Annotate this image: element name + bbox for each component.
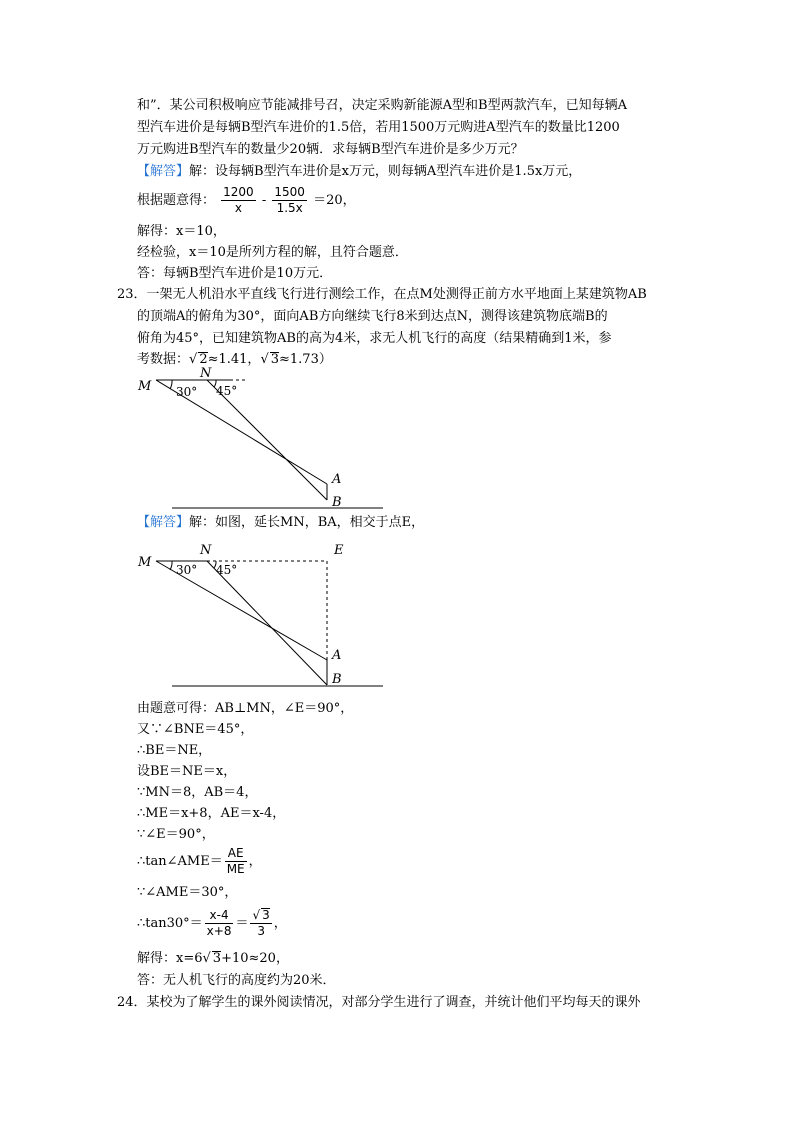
label-b: B <box>332 495 342 510</box>
fraction: $\frac{x-4}{x+8}$ <box>206 908 232 938</box>
label-e: E <box>334 543 344 558</box>
angle-30-label: 30° <box>176 385 198 399</box>
label-m: M <box>138 379 152 394</box>
q23-step-9: ∵∠AME＝30°， <box>137 885 238 900</box>
q22-line-3: 万元购进B型汽车的数量少20辆．求每辆B型汽车进价是多少万元？ <box>137 142 524 157</box>
fraction: $\frac{AE}{ME}$ <box>226 846 245 876</box>
label-m: M <box>138 555 152 570</box>
label-a: A <box>332 472 342 487</box>
q23-line-1: 23．一架无人机沿水平直线飞行进行测绘工作，在点M处测得正前方水平地面上某建筑物AB <box>117 287 647 302</box>
label-n: N <box>200 543 212 558</box>
q22-line-2: 型汽车进价是每辆B型汽车进价的1.5倍，若用1500万元购进A型汽车的数量比1200 <box>137 120 620 135</box>
q23-solution-line: 解得：x=6√ 3+10≈20， <box>137 951 289 966</box>
q22-check-line: 经检验，x＝10是所列方程的解，且符合题意． <box>137 245 408 260</box>
q22-answer-line: 【解答】解：设每辆B型汽车进价是x万元，则每辆A型汽车进价是1.5x万元， <box>137 164 582 179</box>
q23-step-5: ∵MN＝8，AB＝4， <box>137 785 258 800</box>
angle-45-label: 45° <box>216 563 238 577</box>
figure-2-geometry <box>130 537 400 692</box>
q23-step-1: 由题意可得：AB⊥MN，∠E＝90°， <box>137 701 354 716</box>
figure-1-geometry <box>130 365 400 515</box>
q24-line-1: 24．某校为了解学生的课外阅读情况，对部分学生进行了调查，并统计他们平均每天的课外 <box>117 995 641 1010</box>
q23-step-8: ∴tan∠AME＝ $\frac{AE}{ME}$ ， <box>137 846 262 876</box>
fraction: $\frac{1200}{x}$ <box>223 185 254 215</box>
fraction: $\frac{√ 3}{3}$ <box>252 908 270 938</box>
q23-step-10: ∴tan30°＝ $\frac{x-4}{x+8}$ ＝ $\frac{√ 3}{3}$ ， <box>137 908 287 938</box>
q22-equation: 根据题意得： $\frac{1200}{x}$ - $\frac{1500}{1.5x}$ ＝20， <box>137 185 356 215</box>
q23-step-3: ∴BE＝NE， <box>137 743 212 758</box>
label-a: A <box>332 648 342 663</box>
q23-answer-line: 【解答】解：如图，延长MN，BA，相交于点E， <box>137 515 425 530</box>
q22-line-1: 和”．某公司积极响应节能减排号召，决定采购新能源A型和B型两款汽车，已知每辆A <box>137 98 627 113</box>
label-b: B <box>332 672 342 687</box>
answer-tag: 【解答】 <box>137 515 190 530</box>
q23-step-4: 设BE＝NE＝x， <box>137 764 237 779</box>
q22-final-answer: 答：每辆B型汽车进价是10万元． <box>137 266 333 281</box>
q23-step-7: ∵∠E＝90°， <box>137 827 215 842</box>
q23-line-2: 的顶端A的俯角为30°，面向AB方向继续飞行8米到达点N，测得该建筑物底端B的 <box>137 309 608 324</box>
q23-step-6: ∴ME＝x+8，AE＝x-4， <box>137 806 286 821</box>
answer-tag: 【解答】 <box>137 164 190 179</box>
q23-line-4: 考数据：√ 2≈1.41，√ 3≈1.73） <box>137 352 332 367</box>
q22-solution-line: 解得：x＝10， <box>137 224 226 239</box>
fraction: $\frac{1500}{1.5x}$ <box>274 185 305 215</box>
q23-final-answer: 答：无人机飞行的高度约为20米． <box>137 973 336 988</box>
angle-45-label: 45° <box>216 384 238 398</box>
label-n: N <box>200 366 212 381</box>
angle-30-label: 30° <box>176 563 198 577</box>
q23-step-2: 又∵∠BNE＝45°， <box>137 722 254 737</box>
q23-line-3: 俯角为45°，已知建筑物AB的高为4米，求无人机飞行的高度（结果精确到1米，参 <box>137 331 612 346</box>
